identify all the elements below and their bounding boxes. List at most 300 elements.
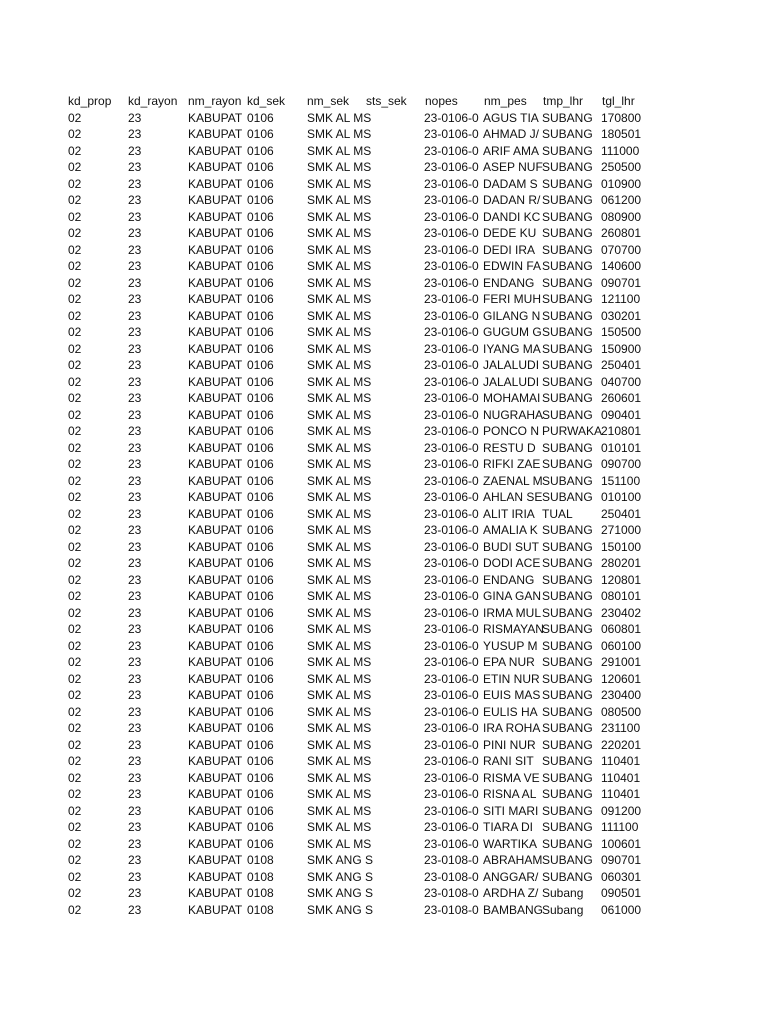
- cell-kd-prop[interactable]: 02: [68, 226, 82, 240]
- cell-tgl-lhr[interactable]: 210801: [601, 424, 642, 438]
- cell-kd-prop[interactable]: 02: [68, 259, 82, 273]
- cell-kd-rayon[interactable]: 23: [128, 424, 142, 438]
- cell-kd-rayon[interactable]: 23: [128, 638, 142, 653]
- cell-kd-prop[interactable]: 02: [68, 688, 82, 702]
- cell-nm-pes[interactable]: FERI MUH: [483, 292, 541, 306]
- cell-nm-sek[interactable]: SMK AL MS: [307, 704, 372, 719]
- cell-nm-pes[interactable]: IYANG MA: [483, 341, 541, 356]
- cell-tgl-lhr[interactable]: 260801: [601, 226, 642, 240]
- cell-kd-prop[interactable]: 02: [68, 787, 82, 801]
- cell-kd-prop[interactable]: 02: [68, 308, 82, 323]
- cell-kd-prop[interactable]: 02: [68, 127, 82, 141]
- cell-tgl-lhr[interactable]: 110401: [601, 754, 641, 768]
- cell-kd-rayon[interactable]: 23: [128, 605, 142, 620]
- cell-nopes[interactable]: 23-0106-0: [424, 539, 479, 554]
- cell-kd-sek[interactable]: 0106: [247, 506, 274, 521]
- cell-nopes[interactable]: 23-0106-0: [424, 424, 479, 438]
- cell-nm-pes[interactable]: TIARA DI: [483, 820, 534, 834]
- cell-nopes[interactable]: 23-0106-0: [424, 391, 479, 405]
- cell-nm-rayon[interactable]: KABUPAT: [188, 259, 243, 273]
- cell-nm-rayon[interactable]: KABUPAT: [188, 176, 243, 191]
- cell-nm-pes[interactable]: ETIN NUR: [483, 671, 540, 686]
- cell-nm-pes[interactable]: ENDANG: [483, 275, 535, 290]
- cell-tgl-lhr[interactable]: 090401: [601, 407, 642, 422]
- cell-kd-sek[interactable]: 0106: [247, 638, 274, 653]
- cell-nm-rayon[interactable]: KABUPAT: [188, 110, 243, 125]
- cell-tgl-lhr[interactable]: 111000: [601, 143, 640, 158]
- cell-tmp-lhr[interactable]: Subang: [542, 902, 584, 917]
- cell-kd-prop[interactable]: 02: [68, 242, 82, 257]
- cell-nm-rayon[interactable]: KABUPAT: [188, 556, 243, 570]
- cell-tmp-lhr[interactable]: SUBANG: [542, 787, 593, 801]
- cell-tgl-lhr[interactable]: 120601: [601, 671, 642, 686]
- cell-kd-rayon[interactable]: 23: [128, 358, 142, 372]
- cell-tmp-lhr[interactable]: SUBANG: [542, 589, 593, 603]
- cell-nm-rayon[interactable]: KABUPAT: [188, 572, 243, 587]
- cell-nopes[interactable]: 23-0106-0: [424, 688, 479, 702]
- cell-tmp-lhr[interactable]: SUBANG: [542, 209, 593, 224]
- cell-nopes[interactable]: 23-0106-0: [424, 160, 479, 174]
- cell-tmp-lhr[interactable]: SUBANG: [542, 869, 593, 884]
- cell-nm-rayon[interactable]: KABUPAT: [188, 886, 243, 900]
- cell-nm-rayon[interactable]: KABUPAT: [188, 902, 243, 917]
- cell-nm-sek[interactable]: SMK AL MS: [307, 110, 372, 125]
- cell-nopes[interactable]: 23-0106-0: [424, 572, 479, 587]
- cell-nm-rayon[interactable]: KABUPAT: [188, 292, 243, 306]
- cell-nm-sek[interactable]: SMK AL MS: [307, 589, 372, 603]
- cell-tgl-lhr[interactable]: 111100: [601, 820, 639, 834]
- cell-nopes[interactable]: 23-0108-0: [424, 853, 479, 867]
- cell-kd-sek[interactable]: 0106: [247, 770, 274, 785]
- cell-kd-rayon[interactable]: 23: [128, 523, 142, 537]
- cell-kd-rayon[interactable]: 23: [128, 209, 142, 224]
- cell-tmp-lhr[interactable]: SUBANG: [542, 176, 593, 191]
- cell-nopes[interactable]: 23-0106-0: [424, 556, 479, 570]
- cell-kd-rayon[interactable]: 23: [128, 655, 142, 669]
- cell-nm-rayon[interactable]: KABUPAT: [188, 490, 243, 504]
- cell-tgl-lhr[interactable]: 030201: [601, 308, 642, 323]
- cell-nm-rayon[interactable]: KABUPAT: [188, 407, 243, 422]
- cell-nopes[interactable]: 23-0106-0: [424, 242, 479, 257]
- cell-tgl-lhr[interactable]: 140600: [601, 259, 642, 273]
- cell-tmp-lhr[interactable]: SUBANG: [542, 407, 593, 422]
- cell-nm-rayon[interactable]: KABUPAT: [188, 127, 243, 141]
- cell-kd-sek[interactable]: 0108: [247, 902, 274, 917]
- cell-kd-rayon[interactable]: 23: [128, 671, 142, 686]
- cell-kd-prop[interactable]: 02: [68, 160, 82, 174]
- cell-nopes[interactable]: 23-0106-0: [424, 523, 479, 537]
- cell-nopes[interactable]: 23-0106-0: [424, 836, 479, 851]
- cell-tgl-lhr[interactable]: 060301: [601, 869, 642, 884]
- cell-nm-sek[interactable]: SMK ANG S: [307, 886, 374, 900]
- cell-kd-rayon[interactable]: 23: [128, 737, 142, 752]
- cell-nopes[interactable]: 23-0106-0: [424, 341, 479, 356]
- cell-nm-rayon[interactable]: KABUPAT: [188, 787, 243, 801]
- cell-nopes[interactable]: 23-0108-0: [424, 886, 479, 900]
- cell-nm-rayon[interactable]: KABUPAT: [188, 721, 243, 735]
- cell-nm-sek[interactable]: SMK AL MS: [307, 176, 372, 191]
- cell-nm-sek[interactable]: SMK AL MS: [307, 242, 372, 257]
- cell-nopes[interactable]: 23-0106-0: [424, 770, 479, 785]
- cell-nm-pes[interactable]: MOHAMAI: [483, 391, 541, 405]
- cell-nm-sek[interactable]: SMK AL MS: [307, 308, 372, 323]
- cell-kd-prop[interactable]: 02: [68, 737, 82, 752]
- cell-tmp-lhr[interactable]: SUBANG: [542, 473, 593, 488]
- cell-nm-sek[interactable]: SMK AL MS: [307, 770, 372, 785]
- cell-kd-prop[interactable]: 02: [68, 572, 82, 587]
- cell-nm-sek[interactable]: SMK AL MS: [307, 424, 372, 438]
- cell-kd-sek[interactable]: 0106: [247, 556, 274, 570]
- cell-kd-rayon[interactable]: 23: [128, 869, 142, 884]
- cell-tgl-lhr[interactable]: 151100: [601, 473, 641, 488]
- cell-nm-pes[interactable]: AHLAN SE: [483, 490, 543, 504]
- cell-nm-pes[interactable]: DEDI IRA: [483, 242, 536, 257]
- cell-tmp-lhr[interactable]: SUBANG: [542, 242, 593, 257]
- cell-nm-pes[interactable]: EDWIN FA: [483, 259, 542, 273]
- cell-nm-pes[interactable]: JALALUDI: [483, 358, 540, 372]
- cell-kd-sek[interactable]: 0106: [247, 803, 274, 818]
- cell-nm-rayon[interactable]: KABUPAT: [188, 655, 243, 669]
- cell-nm-pes[interactable]: BUDI SUT: [483, 539, 540, 554]
- cell-nm-sek[interactable]: SMK AL MS: [307, 820, 372, 834]
- cell-nm-sek[interactable]: SMK AL MS: [307, 688, 372, 702]
- cell-tgl-lhr[interactable]: 091200: [601, 803, 642, 818]
- cell-kd-prop[interactable]: 02: [68, 820, 82, 834]
- cell-nm-pes[interactable]: BAMBANG: [483, 902, 544, 917]
- cell-tmp-lhr[interactable]: SUBANG: [542, 523, 593, 537]
- cell-kd-sek[interactable]: 0106: [247, 209, 274, 224]
- cell-tmp-lhr[interactable]: PURWAKA: [542, 424, 603, 438]
- cell-kd-sek[interactable]: 0106: [247, 473, 274, 488]
- cell-kd-sek[interactable]: 0106: [247, 589, 274, 603]
- cell-kd-sek[interactable]: 0106: [247, 292, 274, 306]
- cell-kd-sek[interactable]: 0106: [247, 737, 274, 752]
- cell-kd-sek[interactable]: 0106: [247, 407, 274, 422]
- cell-tgl-lhr[interactable]: 150900: [601, 341, 642, 356]
- cell-nm-rayon[interactable]: KABUPAT: [188, 523, 243, 537]
- cell-nopes[interactable]: 23-0106-0: [424, 226, 479, 240]
- cell-kd-rayon[interactable]: 23: [128, 853, 142, 867]
- cell-tmp-lhr[interactable]: SUBANG: [542, 820, 593, 834]
- cell-nm-sek[interactable]: SMK AL MS: [307, 341, 372, 356]
- cell-kd-sek[interactable]: 0106: [247, 539, 274, 554]
- cell-nm-pes[interactable]: DODI ACE: [483, 556, 541, 570]
- cell-kd-rayon[interactable]: 23: [128, 589, 142, 603]
- cell-tmp-lhr[interactable]: SUBANG: [542, 655, 593, 669]
- cell-nm-pes[interactable]: GUGUM G: [483, 325, 542, 339]
- cell-kd-prop[interactable]: 02: [68, 589, 82, 603]
- cell-tmp-lhr[interactable]: SUBANG: [542, 704, 593, 719]
- cell-tgl-lhr[interactable]: 230402: [601, 605, 642, 620]
- cell-nm-pes[interactable]: ARIF AMA: [483, 143, 540, 158]
- cell-nm-sek[interactable]: SMK AL MS: [307, 209, 372, 224]
- cell-kd-sek[interactable]: 0106: [247, 671, 274, 686]
- cell-kd-rayon[interactable]: 23: [128, 374, 142, 389]
- cell-tgl-lhr[interactable]: 170800: [601, 110, 642, 125]
- cell-nopes[interactable]: 23-0106-0: [424, 704, 479, 719]
- cell-kd-rayon[interactable]: 23: [128, 572, 142, 587]
- cell-nm-pes[interactable]: RISNA AL: [483, 787, 537, 801]
- cell-nopes[interactable]: 23-0106-0: [424, 143, 479, 158]
- cell-nm-sek[interactable]: SMK ANG S: [307, 902, 374, 917]
- cell-kd-sek[interactable]: 0106: [247, 341, 274, 356]
- cell-nm-sek[interactable]: SMK AL MS: [307, 572, 372, 587]
- cell-tmp-lhr[interactable]: SUBANG: [542, 622, 593, 636]
- cell-nm-sek[interactable]: SMK AL MS: [307, 160, 372, 174]
- cell-kd-rayon[interactable]: 23: [128, 506, 142, 521]
- cell-tgl-lhr[interactable]: 180501: [601, 127, 642, 141]
- cell-kd-sek[interactable]: 0106: [247, 308, 274, 323]
- cell-nm-pes[interactable]: RESTU D: [483, 440, 536, 455]
- cell-nm-rayon[interactable]: KABUPAT: [188, 506, 243, 521]
- cell-nm-rayon[interactable]: KABUPAT: [188, 341, 243, 356]
- cell-nm-pes[interactable]: ABRAHAM: [483, 853, 543, 867]
- cell-nopes[interactable]: 23-0106-0: [424, 193, 479, 207]
- cell-kd-prop[interactable]: 02: [68, 275, 82, 290]
- cell-nm-pes[interactable]: RANI SIT: [483, 754, 534, 768]
- cell-tgl-lhr[interactable]: 110401: [601, 787, 641, 801]
- cell-kd-rayon[interactable]: 23: [128, 886, 142, 900]
- cell-kd-prop[interactable]: 02: [68, 803, 82, 818]
- cell-tmp-lhr[interactable]: SUBANG: [542, 275, 593, 290]
- cell-nm-sek[interactable]: SMK AL MS: [307, 721, 372, 735]
- cell-kd-rayon[interactable]: 23: [128, 704, 142, 719]
- cell-tmp-lhr[interactable]: SUBANG: [542, 358, 593, 372]
- cell-tmp-lhr[interactable]: Subang: [542, 886, 584, 900]
- cell-nm-rayon[interactable]: KABUPAT: [188, 391, 243, 405]
- cell-kd-prop[interactable]: 02: [68, 754, 82, 768]
- column-header[interactable]: kd_sek: [247, 94, 286, 108]
- cell-kd-rayon[interactable]: 23: [128, 539, 142, 554]
- cell-kd-sek[interactable]: 0106: [247, 754, 274, 768]
- cell-nm-pes[interactable]: EPA NUR: [483, 655, 535, 669]
- cell-kd-prop[interactable]: 02: [68, 539, 82, 554]
- cell-nopes[interactable]: 23-0106-0: [424, 803, 479, 818]
- cell-nm-sek[interactable]: SMK AL MS: [307, 407, 372, 422]
- cell-nopes[interactable]: 23-0106-0: [424, 622, 479, 636]
- cell-nm-pes[interactable]: JALALUDI: [483, 374, 540, 389]
- cell-kd-rayon[interactable]: 23: [128, 688, 142, 702]
- cell-nm-sek[interactable]: SMK AL MS: [307, 127, 372, 141]
- cell-kd-prop[interactable]: 02: [68, 523, 82, 537]
- cell-tgl-lhr[interactable]: 010900: [601, 176, 642, 191]
- cell-kd-sek[interactable]: 0106: [247, 160, 274, 174]
- cell-tgl-lhr[interactable]: 150500: [601, 325, 642, 339]
- cell-kd-rayon[interactable]: 23: [128, 325, 142, 339]
- cell-nm-sek[interactable]: SMK AL MS: [307, 275, 372, 290]
- cell-nm-pes[interactable]: DADAM S: [483, 176, 538, 191]
- cell-kd-rayon[interactable]: 23: [128, 836, 142, 851]
- cell-nopes[interactable]: 23-0106-0: [424, 490, 479, 504]
- cell-tgl-lhr[interactable]: 100601: [601, 836, 642, 851]
- cell-nm-rayon[interactable]: KABUPAT: [188, 275, 243, 290]
- cell-tgl-lhr[interactable]: 070700: [601, 242, 642, 257]
- cell-kd-prop[interactable]: 02: [68, 341, 82, 356]
- cell-nm-pes[interactable]: DEDE KU: [483, 226, 537, 240]
- cell-kd-rayon[interactable]: 23: [128, 242, 142, 257]
- cell-kd-sek[interactable]: 0106: [247, 490, 274, 504]
- column-header[interactable]: sts_sek: [366, 94, 407, 108]
- cell-nm-sek[interactable]: SMK AL MS: [307, 473, 372, 488]
- cell-tgl-lhr[interactable]: 231100: [601, 721, 641, 735]
- cell-tgl-lhr[interactable]: 250401: [601, 358, 642, 372]
- cell-nm-rayon[interactable]: KABUPAT: [188, 622, 243, 636]
- cell-nopes[interactable]: 23-0106-0: [424, 671, 479, 686]
- cell-nopes[interactable]: 23-0106-0: [424, 292, 479, 306]
- cell-nopes[interactable]: 23-0106-0: [424, 605, 479, 620]
- cell-tgl-lhr[interactable]: 090700: [601, 457, 642, 471]
- cell-tgl-lhr[interactable]: 250401: [601, 506, 642, 521]
- cell-tmp-lhr[interactable]: SUBANG: [542, 440, 593, 455]
- cell-nm-rayon[interactable]: KABUPAT: [188, 803, 243, 818]
- cell-kd-prop[interactable]: 02: [68, 836, 82, 851]
- cell-kd-rayon[interactable]: 23: [128, 803, 142, 818]
- cell-nm-sek[interactable]: SMK AL MS: [307, 622, 372, 636]
- cell-tmp-lhr[interactable]: SUBANG: [542, 110, 593, 125]
- cell-kd-rayon[interactable]: 23: [128, 440, 142, 455]
- cell-nm-sek[interactable]: SMK AL MS: [307, 193, 372, 207]
- cell-tgl-lhr[interactable]: 280201: [601, 556, 642, 570]
- cell-tmp-lhr[interactable]: SUBANG: [542, 539, 593, 554]
- cell-kd-rayon[interactable]: 23: [128, 820, 142, 834]
- cell-nm-pes[interactable]: SITI MARI: [483, 803, 539, 818]
- cell-kd-sek[interactable]: 0108: [247, 869, 274, 884]
- cell-nm-rayon[interactable]: KABUPAT: [188, 440, 243, 455]
- cell-nopes[interactable]: 23-0106-0: [424, 110, 479, 125]
- cell-nopes[interactable]: 23-0106-0: [424, 209, 479, 224]
- cell-tmp-lhr[interactable]: SUBANG: [542, 292, 593, 306]
- cell-tmp-lhr[interactable]: SUBANG: [542, 688, 593, 702]
- cell-nm-pes[interactable]: RISMAYAN: [483, 622, 544, 636]
- cell-nm-sek[interactable]: SMK AL MS: [307, 391, 372, 405]
- cell-tgl-lhr[interactable]: 120801: [601, 572, 642, 587]
- cell-nopes[interactable]: 23-0106-0: [424, 655, 479, 669]
- cell-nm-pes[interactable]: EUIS MAS: [483, 688, 541, 702]
- cell-kd-sek[interactable]: 0106: [247, 457, 274, 471]
- cell-nm-sek[interactable]: SMK AL MS: [307, 803, 372, 818]
- cell-kd-prop[interactable]: 02: [68, 655, 82, 669]
- cell-nm-sek[interactable]: SMK AL MS: [307, 292, 372, 306]
- cell-nm-pes[interactable]: AHMAD J/: [483, 127, 540, 141]
- cell-nm-sek[interactable]: SMK AL MS: [307, 671, 372, 686]
- cell-nm-sek[interactable]: SMK AL MS: [307, 638, 372, 653]
- cell-tmp-lhr[interactable]: SUBANG: [542, 127, 593, 141]
- cell-kd-rayon[interactable]: 23: [128, 341, 142, 356]
- cell-tgl-lhr[interactable]: 040700: [601, 374, 642, 389]
- cell-nopes[interactable]: 23-0106-0: [424, 721, 479, 735]
- cell-nm-pes[interactable]: ALIT IRIA: [483, 506, 535, 521]
- cell-nm-rayon[interactable]: KABUPAT: [188, 589, 243, 603]
- cell-nopes[interactable]: 23-0106-0: [424, 358, 479, 372]
- cell-nm-sek[interactable]: SMK AL MS: [307, 440, 372, 455]
- cell-kd-prop[interactable]: 02: [68, 457, 82, 471]
- cell-kd-sek[interactable]: 0108: [247, 853, 274, 867]
- cell-nm-sek[interactable]: SMK AL MS: [307, 754, 372, 768]
- cell-tgl-lhr[interactable]: 271000: [601, 523, 642, 537]
- cell-kd-sek[interactable]: 0106: [247, 242, 274, 257]
- cell-kd-sek[interactable]: 0106: [247, 655, 274, 669]
- cell-tmp-lhr[interactable]: SUBANG: [542, 770, 593, 785]
- column-header[interactable]: nm_rayon: [188, 94, 242, 108]
- cell-nm-rayon[interactable]: KABUPAT: [188, 853, 243, 867]
- cell-tmp-lhr[interactable]: SUBANG: [542, 671, 593, 686]
- cell-nm-sek[interactable]: SMK AL MS: [307, 737, 372, 752]
- cell-tmp-lhr[interactable]: SUBANG: [542, 638, 593, 653]
- cell-tgl-lhr[interactable]: 250500: [601, 160, 642, 174]
- cell-kd-rayon[interactable]: 23: [128, 176, 142, 191]
- cell-kd-prop[interactable]: 02: [68, 440, 82, 455]
- cell-nm-sek[interactable]: SMK AL MS: [307, 374, 372, 389]
- cell-kd-prop[interactable]: 02: [68, 869, 82, 884]
- cell-nm-pes[interactable]: NUGRAHA: [483, 407, 544, 422]
- column-header[interactable]: kd_rayon: [128, 94, 178, 108]
- column-header[interactable]: tgl_lhr: [602, 94, 635, 108]
- cell-tmp-lhr[interactable]: SUBANG: [542, 737, 593, 752]
- cell-kd-sek[interactable]: 0106: [247, 836, 274, 851]
- cell-nm-rayon[interactable]: KABUPAT: [188, 193, 243, 207]
- cell-kd-rayon[interactable]: 23: [128, 143, 142, 158]
- cell-nm-pes[interactable]: IRMA MUL: [483, 605, 542, 620]
- cell-tgl-lhr[interactable]: 090701: [601, 853, 642, 867]
- cell-kd-sek[interactable]: 0106: [247, 523, 274, 537]
- cell-kd-sek[interactable]: 0106: [247, 275, 274, 290]
- cell-kd-rayon[interactable]: 23: [128, 160, 142, 174]
- cell-kd-sek[interactable]: 0106: [247, 440, 274, 455]
- cell-nm-rayon[interactable]: KABUPAT: [188, 473, 243, 488]
- cell-nm-rayon[interactable]: KABUPAT: [188, 869, 243, 884]
- cell-kd-sek[interactable]: 0106: [247, 110, 274, 125]
- cell-nm-pes[interactable]: ZAENAL M: [483, 473, 543, 488]
- cell-kd-sek[interactable]: 0106: [247, 143, 274, 158]
- cell-nm-rayon[interactable]: KABUPAT: [188, 836, 243, 851]
- cell-tmp-lhr[interactable]: SUBANG: [542, 308, 593, 323]
- cell-nm-rayon[interactable]: KABUPAT: [188, 671, 243, 686]
- cell-kd-sek[interactable]: 0106: [247, 193, 274, 207]
- cell-nopes[interactable]: 23-0106-0: [424, 820, 479, 834]
- cell-kd-prop[interactable]: 02: [68, 638, 82, 653]
- column-header[interactable]: nm_pes: [484, 94, 527, 108]
- cell-tgl-lhr[interactable]: 090701: [601, 275, 642, 290]
- cell-tgl-lhr[interactable]: 090501: [601, 886, 642, 900]
- cell-kd-prop[interactable]: 02: [68, 490, 82, 504]
- cell-nm-sek[interactable]: SMK AL MS: [307, 358, 372, 372]
- cell-tmp-lhr[interactable]: SUBANG: [542, 572, 593, 587]
- cell-kd-sek[interactable]: 0106: [247, 688, 274, 702]
- cell-nm-rayon[interactable]: KABUPAT: [188, 374, 243, 389]
- cell-nm-rayon[interactable]: KABUPAT: [188, 688, 243, 702]
- cell-nm-sek[interactable]: SMK AL MS: [307, 605, 372, 620]
- cell-kd-rayon[interactable]: 23: [128, 490, 142, 504]
- cell-nm-rayon[interactable]: KABUPAT: [188, 226, 243, 240]
- cell-nopes[interactable]: 23-0106-0: [424, 275, 479, 290]
- cell-tmp-lhr[interactable]: SUBANG: [542, 391, 593, 405]
- cell-kd-sek[interactable]: 0106: [247, 176, 274, 191]
- cell-nm-rayon[interactable]: KABUPAT: [188, 308, 243, 323]
- cell-tmp-lhr[interactable]: SUBANG: [542, 490, 593, 504]
- cell-nm-rayon[interactable]: KABUPAT: [188, 457, 243, 471]
- cell-kd-rayon[interactable]: 23: [128, 473, 142, 488]
- cell-nm-pes[interactable]: GILANG N: [483, 308, 541, 323]
- cell-kd-sek[interactable]: 0106: [247, 226, 274, 240]
- cell-kd-prop[interactable]: 02: [68, 358, 82, 372]
- cell-tmp-lhr[interactable]: SUBANG: [542, 605, 593, 620]
- cell-kd-rayon[interactable]: 23: [128, 308, 142, 323]
- cell-nopes[interactable]: 23-0108-0: [424, 869, 479, 884]
- cell-nm-rayon[interactable]: KABUPAT: [188, 820, 243, 834]
- cell-nopes[interactable]: 23-0106-0: [424, 374, 479, 389]
- cell-nm-rayon[interactable]: KABUPAT: [188, 770, 243, 785]
- cell-kd-rayon[interactable]: 23: [128, 721, 142, 735]
